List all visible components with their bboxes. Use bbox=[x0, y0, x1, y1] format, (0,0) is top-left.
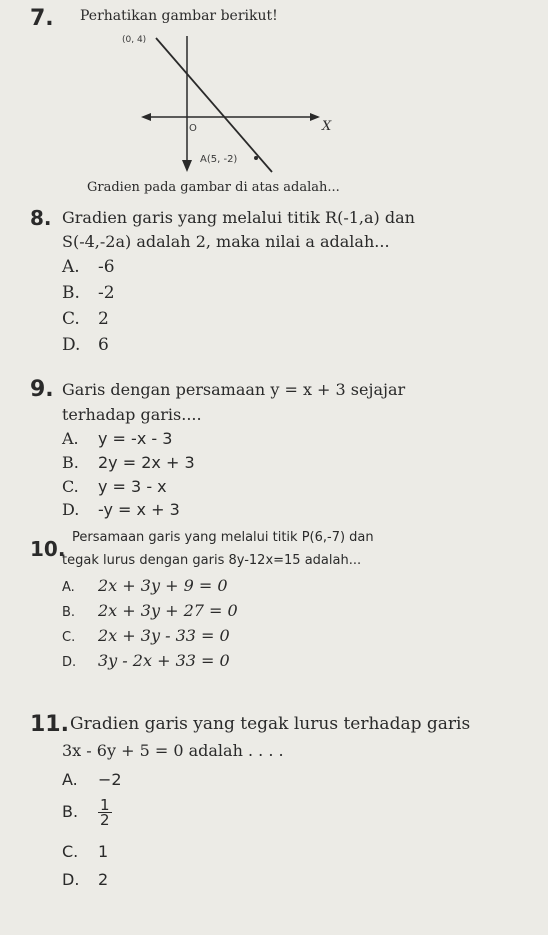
option-text: 2 bbox=[98, 309, 109, 329]
option-c[interactable] bbox=[62, 309, 109, 329]
fraction-denominator: 2 bbox=[100, 811, 110, 829]
option-letter: C. bbox=[62, 630, 76, 645]
option-letter: B. bbox=[62, 453, 79, 472]
option-text: 2x + 3y + 9 = 0 bbox=[98, 576, 228, 595]
question-line-1: Garis dengan persamaan y = x + 3 sejajar bbox=[62, 380, 406, 399]
question-text: Gradien pada gambar di atas adalah... bbox=[87, 180, 340, 195]
origin-label: O bbox=[189, 123, 197, 134]
option-c[interactable] bbox=[62, 626, 230, 645]
option-d[interactable] bbox=[62, 870, 108, 889]
option-a[interactable] bbox=[62, 257, 115, 277]
question-number: 8. bbox=[30, 206, 52, 230]
point-a-label: A(5, -2) bbox=[200, 154, 238, 165]
option-text: 2y = 2x + 3 bbox=[98, 453, 195, 472]
option-letter: B. bbox=[62, 283, 80, 303]
option-text: 2 bbox=[98, 870, 109, 889]
question-number: 9. bbox=[30, 377, 54, 402]
question-number: 11. bbox=[30, 712, 69, 737]
option-letter: A. bbox=[62, 580, 75, 595]
option-d[interactable] bbox=[62, 651, 230, 670]
option-letter: A. bbox=[62, 770, 78, 789]
option-letter: D. bbox=[62, 655, 77, 670]
option-text: -y = x + 3 bbox=[98, 500, 180, 519]
option-letter: D. bbox=[62, 500, 80, 519]
option-text: y = 3 - x bbox=[98, 477, 167, 496]
option-text: 1 bbox=[98, 842, 109, 861]
option-letter: C. bbox=[62, 477, 79, 496]
option-a[interactable] bbox=[62, 770, 122, 789]
question-line-1: Persamaan garis yang melalui titik P(6,-7) dan bbox=[72, 530, 374, 545]
fraction-numerator: 1 bbox=[100, 796, 110, 814]
graph-line bbox=[156, 38, 272, 172]
option-b[interactable] bbox=[62, 283, 115, 303]
x-axis-arrow-right bbox=[310, 113, 320, 121]
option-letter: C. bbox=[62, 842, 79, 861]
option-text: 2x + 3y + 27 = 0 bbox=[98, 601, 238, 620]
option-text: 3y - 2x + 33 = 0 bbox=[98, 651, 230, 670]
option-letter: D. bbox=[62, 870, 80, 889]
line-graph bbox=[0, 0, 548, 180]
option-text: 6 bbox=[98, 335, 109, 355]
option-c[interactable] bbox=[62, 842, 108, 861]
y-axis-arrow-down bbox=[182, 160, 192, 172]
option-a[interactable] bbox=[62, 576, 228, 595]
option-b[interactable] bbox=[62, 601, 238, 620]
question-number: 10. bbox=[30, 537, 66, 561]
question-line-2: 3x - 6y + 5 = 0 adalah . . . . bbox=[62, 741, 284, 760]
option-b[interactable] bbox=[62, 798, 112, 827]
option-text: y = -x - 3 bbox=[98, 429, 173, 448]
question-line-2: tegak lurus dengan garis 8y-12x=15 adalah... bbox=[62, 553, 362, 568]
option-letter: D. bbox=[62, 335, 81, 355]
option-text: 2x + 3y - 33 = 0 bbox=[98, 626, 230, 645]
x-axis-arrow-left bbox=[141, 113, 151, 121]
option-a[interactable] bbox=[62, 429, 172, 448]
question-prompt: Perhatikan gambar berikut! bbox=[80, 8, 278, 24]
option-c[interactable] bbox=[62, 477, 167, 496]
point-a bbox=[254, 156, 258, 160]
point-top-label: (0, 4) bbox=[122, 35, 147, 45]
option-text: -2 bbox=[98, 283, 115, 303]
option-d[interactable] bbox=[62, 335, 109, 355]
option-letter: A. bbox=[62, 429, 79, 448]
question-number: 7. bbox=[30, 6, 54, 31]
x-axis-label: X bbox=[322, 119, 332, 134]
option-d[interactable] bbox=[62, 500, 180, 519]
question-line-1: Gradien garis yang tegak lurus terhadap garis bbox=[70, 714, 471, 734]
option-text: -6 bbox=[98, 257, 115, 277]
option-letter: B. bbox=[62, 605, 76, 620]
question-line-2: terhadap garis.... bbox=[62, 405, 202, 424]
option-letter: A. bbox=[62, 257, 80, 277]
question-line-1: Gradien garis yang melalui titik R(-1,a) dan bbox=[62, 208, 415, 227]
option-fraction bbox=[98, 798, 112, 827]
option-letter: B. bbox=[62, 802, 79, 821]
option-b[interactable] bbox=[62, 453, 195, 472]
option-letter: C. bbox=[62, 309, 80, 329]
question-line-2: S(-4,-2a) adalah 2, maka nilai a adalah... bbox=[62, 232, 390, 251]
option-text: −2 bbox=[98, 770, 122, 789]
